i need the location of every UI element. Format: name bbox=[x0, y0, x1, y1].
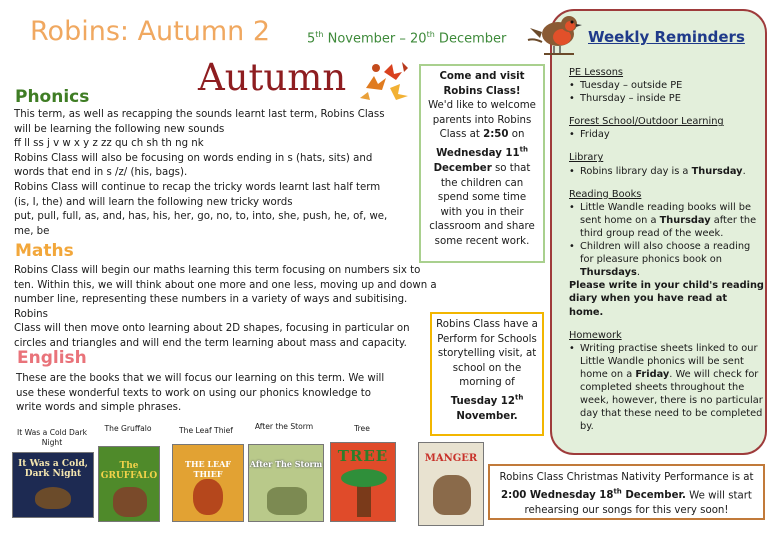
book-cover-manger: MANGER bbox=[418, 442, 484, 526]
reminders-title: Weekly Reminders bbox=[588, 28, 745, 46]
nativity-notice: Robins Class Christmas Nativity Performance is at 2:00 Wednesday 18th December. We will start rehearsing our songs for this very soon! bbox=[488, 464, 765, 520]
reading-note: Please write in your child's reading diary when you have read at home. bbox=[569, 280, 764, 318]
book-cover-leaf-thief: THE LEAF THIEF bbox=[172, 444, 244, 522]
perform-notice: Robins Class have a Perform for Schools storytelling visit, at school on the morning of Tuesday 12th November. bbox=[430, 312, 544, 436]
book-cover-after-the-storm: After The Storm bbox=[248, 444, 324, 522]
list-item: • Tuesday – outside PE bbox=[569, 79, 764, 92]
book-label-cold-dark-night: It Was a Cold Dark Night bbox=[16, 428, 88, 447]
book-label-after-the-storm: After the Storm bbox=[254, 422, 314, 431]
forest-section: Forest School/Outdoor Learning • Friday bbox=[569, 115, 764, 141]
phonics-heading: Phonics bbox=[15, 87, 90, 107]
term-dates: 5th November – 20th December bbox=[307, 30, 507, 47]
reading-section: Reading Books • Little Wandle reading books will be sent home on a Thursday after the third group read of the week. • Children will also choose a reading for pleasure phonics book on Thursdays. Please write in your child's reading diary when you have read at home. bbox=[569, 188, 764, 319]
pe-section: PE Lessons • Tuesday – outside PE • Thursday – inside PE bbox=[569, 66, 764, 105]
phonics-text: This term, as well as recapping the sounds learnt last term, Robins Class will be learning the following new sounds ff ll ss j v w x y z zz qu ch sh th ng nk Robins Class will also be focusing on words ending in s (hats, sits) and words that end in s /z/ (his, bags). Robins Class will continue to recap the tricky words learnt last half term (is, I, the) and will learn the following new tricky words put, pull, full, as, and, has, his, her, go, no, to, into, she, push, he, of, we, me, be bbox=[14, 109, 388, 237]
page-title: Robins: Autumn 2 bbox=[30, 16, 271, 47]
book-label-gruffalo: The Gruffalo bbox=[104, 424, 152, 433]
weekly-reminders-panel bbox=[550, 9, 767, 455]
maths-heading: Maths bbox=[15, 241, 74, 261]
list-item: • Little Wandle reading books will be sent home on a Thursday after the third group read of the week. bbox=[569, 201, 764, 240]
autumn-leaves-icon bbox=[356, 58, 414, 102]
visit-body: We'd like to welcome parents into Robins Class at 2:50 on Wednesday 11th December so that the children can spend some time with you in their classroom and share some recent work. bbox=[428, 100, 536, 247]
english-heading: English bbox=[17, 348, 87, 368]
list-item: • Friday bbox=[569, 128, 764, 141]
library-section: Library • Robins library day is a Thursday. bbox=[569, 151, 764, 177]
book-label-tree: Tree bbox=[354, 424, 370, 433]
book-cover-tree: TREE bbox=[330, 442, 396, 522]
book-cover-gruffalo: The GRUFFALO bbox=[98, 446, 160, 522]
robin-icon bbox=[524, 10, 584, 56]
english-text: These are the books that we will focus our learning on this term. We will use these wonderful texts to work on using our phonics knowledge to write words and simple phrases. bbox=[16, 373, 385, 414]
list-item: • Children will also choose a reading for pleasure phonics book on Thursdays. bbox=[569, 240, 764, 279]
book-label-leaf-thief: The Leaf Thief bbox=[179, 426, 233, 435]
maths-text: Robins Class will begin our maths learning this term focusing on numbers six to ten. Within this, we will think about one more and one less, moving up and down a number line, representing these numbers in a variety of ways and subitising. Robins Class will then move onto learning about 2D shapes, focusing in particular on circles and triangles and will end the term learning about mass and capacity. bbox=[14, 265, 437, 349]
list-item: • Robins library day is a Thursday. bbox=[569, 165, 764, 178]
visit-heading: Come and visit Robins Class! bbox=[439, 71, 525, 97]
season-word: Autumn bbox=[198, 56, 347, 99]
homework-section: Homework • Writing practise sheets linked to our Little Wandle phonics will be sent home on a Friday. We will check for completed sheets throughout the week, however, there is no particular day that these need to be completed by. bbox=[569, 329, 764, 434]
list-item: • Writing practise sheets linked to our Little Wandle phonics will be sent home on a Friday. We will check for completed sheets throughout the week, however, there is no particular day that these need to be completed by. bbox=[569, 342, 764, 434]
book-cover-cold-dark-night: It Was a Cold, Dark Night bbox=[12, 452, 94, 518]
list-item: • Thursday – inside PE bbox=[569, 92, 764, 105]
visit-notice bbox=[419, 64, 545, 263]
